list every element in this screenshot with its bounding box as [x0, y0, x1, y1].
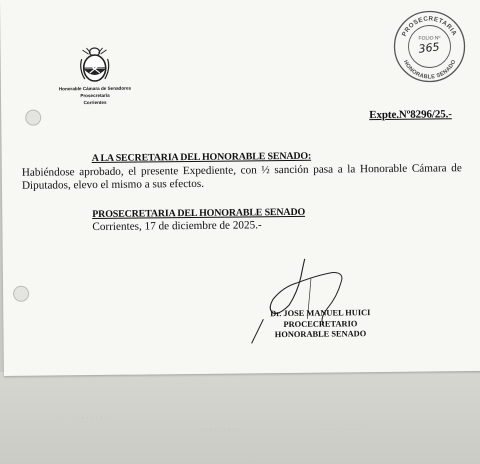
office-heading: PROSECRETARIA DEL HONORABLE SENADO — [92, 206, 306, 221]
letterhead-office: Prosecretaría — [80, 92, 110, 99]
stamp-bottom-text: HONORABLE SENADO — [401, 58, 458, 81]
expediente-number: Expte.Nº8296/25.- — [369, 108, 452, 122]
svg-text:HONORABLE SENADO — [402, 59, 458, 81]
stamp-folio-label: FOLIO Nº — [418, 35, 441, 42]
signatory-title: PROCECRETARIO — [283, 318, 358, 329]
stamp-folio-number: 365 — [417, 40, 441, 56]
addressee-heading: A LA SECRETARIA DEL HONORABLE SENADO: — [91, 150, 312, 165]
scanner-background — [0, 372, 480, 464]
letterhead-institution: Honorable Cámara de Senadores — [58, 85, 132, 92]
punch-hole — [25, 110, 41, 126]
signatory-name: Dr. JOSE MANUEL HUICI — [270, 308, 371, 319]
bleed-through-mark: · · · · · · · · · · · — [320, 420, 370, 429]
stamp-ring-text: PROSECRETARIA — [400, 15, 458, 38]
signatory-block — [265, 308, 375, 341]
signatory-body: HONORABLE SENADO — [274, 329, 367, 340]
date-line: Corrientes, 17 de diciembre de 2025.- — [92, 219, 262, 234]
folio-stamp — [392, 9, 467, 84]
bleed-through-mark: · · · · · · · · · · · · — [58, 414, 112, 423]
punch-hole — [13, 286, 29, 302]
letterhead-city: Corrientes — [83, 99, 107, 106]
coat-of-arms-icon — [78, 47, 110, 83]
bleed-through-mark: · · · · · · · · · — [200, 426, 240, 435]
body-paragraph: Habiéndose aprobado, el presente Expediente, con ½ sanción pasa a la Honorable Cámara de Diputados, elevo el mismo a sus efectos. — [21, 162, 462, 192]
